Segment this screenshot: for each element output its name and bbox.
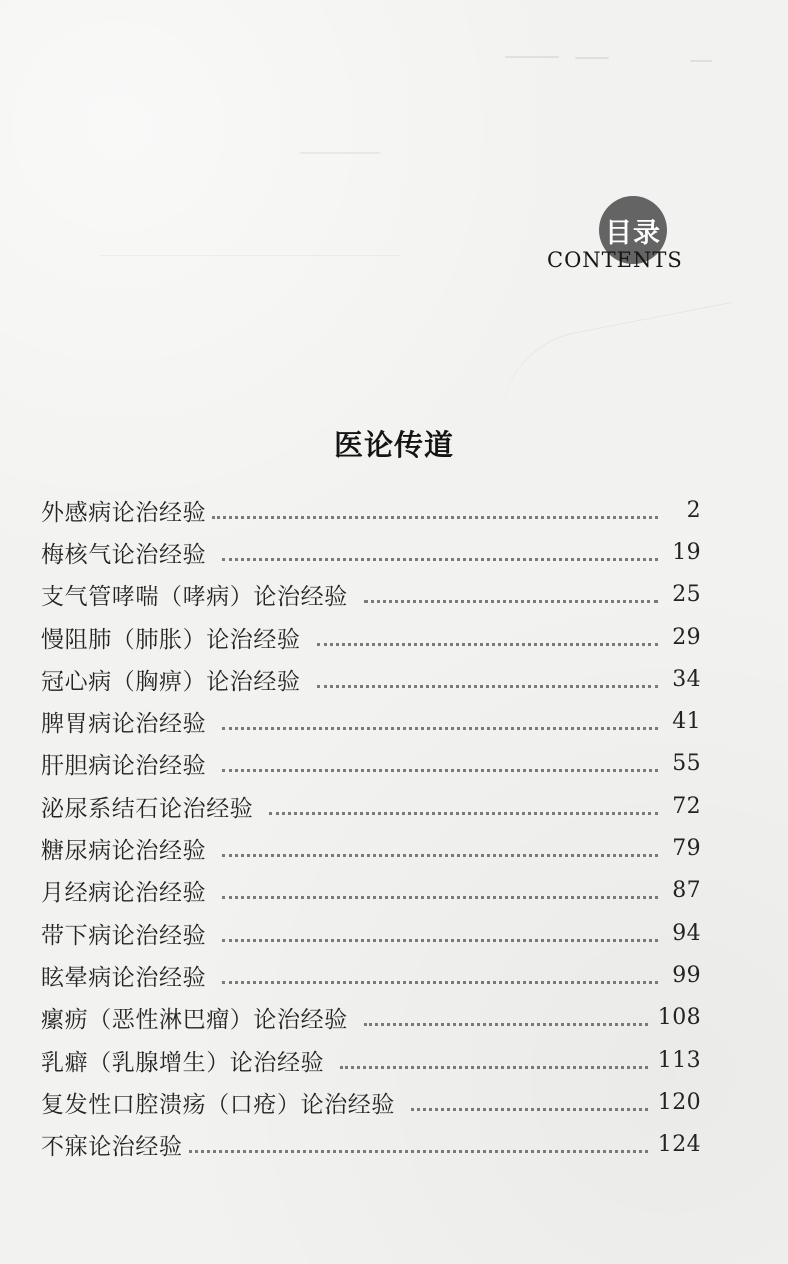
paper-mark: [505, 56, 559, 58]
section-title: 医论传道: [333, 428, 454, 462]
toc-item: [41, 658, 701, 700]
toc-item-page: 55: [672, 751, 701, 777]
toc-item-label: 瘰疬（恶性淋巴瘤）论治经验: [41, 1007, 348, 1034]
dotted-leader: [222, 767, 658, 772]
toc-item: [41, 912, 701, 954]
toc-item-page: 108: [657, 1005, 701, 1031]
dotted-leader: [222, 979, 658, 984]
toc-item: [41, 827, 701, 869]
toc-item-page: 99: [672, 962, 701, 988]
toc-item: [41, 954, 701, 996]
toc-item: [41, 743, 701, 785]
contents-badge: 目录: [599, 196, 667, 264]
toc-item-page: 94: [672, 920, 701, 946]
toc-item: [41, 870, 701, 912]
dotted-leader: [212, 514, 658, 519]
toc-item: [41, 531, 701, 573]
toc-item: [41, 1081, 701, 1123]
dotted-leader: [364, 1021, 648, 1026]
toc-item-label: 不寐论治经验: [41, 1134, 183, 1161]
dotted-leader: [189, 1148, 648, 1153]
dotted-leader: [269, 810, 658, 815]
toc-item-page: 124: [657, 1132, 701, 1158]
paper-mark: [300, 152, 380, 154]
toc-item-page: 113: [657, 1047, 701, 1073]
dotted-leader: [317, 641, 658, 646]
toc-item: [41, 489, 701, 531]
toc-item-label: 脾胃病论治经验: [41, 711, 207, 738]
toc-item: [41, 574, 701, 616]
toc-item-label: 带下病论治经验: [41, 922, 207, 949]
dotted-leader: [364, 598, 658, 603]
toc-item-label: 乳癖（乳腺增生）论治经验: [41, 1049, 325, 1076]
dotted-leader: [222, 852, 658, 857]
toc-item: [41, 1039, 701, 1081]
toc-item-label: 梅核气论治经验: [41, 541, 207, 568]
table-of-contents: [41, 489, 701, 1166]
toc-item-label: 月经病论治经验: [41, 880, 207, 907]
toc-item-page: 34: [672, 666, 701, 692]
toc-item-page: 2: [686, 497, 701, 523]
toc-item-label: 外感病论治经验: [41, 499, 207, 526]
dotted-leader: [222, 556, 658, 561]
toc-item: [41, 1123, 701, 1165]
paper-mark: [100, 255, 400, 256]
toc-item-page: 120: [657, 1089, 701, 1115]
dotted-leader: [411, 1106, 648, 1111]
paper-curve: [486, 302, 749, 439]
toc-item-page: 87: [672, 878, 701, 904]
contents-title: CONTENTS: [547, 248, 683, 272]
paper-mark: [690, 60, 712, 62]
toc-item-label: 肝胆病论治经验: [41, 753, 207, 780]
toc-item-label: 复发性口腔溃疡（口疮）论治经验: [41, 1091, 395, 1118]
dotted-leader: [317, 683, 658, 688]
toc-item-label: 糖尿病论治经验: [41, 838, 207, 865]
toc-item-label: 冠心病（胸痹）论治经验: [41, 668, 301, 695]
toc-item-page: 79: [672, 836, 701, 862]
dotted-leader: [222, 894, 658, 899]
paper-mark: [575, 57, 609, 59]
toc-item-page: 19: [672, 539, 701, 565]
toc-item: [41, 997, 701, 1039]
toc-item-page: 72: [672, 793, 701, 819]
toc-item-label: 支气管哮喘（哮病）论治经验: [41, 584, 348, 611]
toc-item: [41, 616, 701, 658]
toc-item-label: 眩晕病论治经验: [41, 964, 207, 991]
toc-item: [41, 700, 701, 742]
dotted-leader: [222, 937, 658, 942]
dotted-leader: [222, 725, 658, 730]
toc-item-label: 泌尿系结石论治经验: [41, 795, 254, 822]
toc-item-page: 29: [672, 624, 701, 650]
toc-item-label: 慢阻肺（肺胀）论治经验: [41, 626, 301, 653]
dotted-leader: [340, 1064, 648, 1069]
toc-item-page: 41: [672, 709, 701, 735]
toc-item-page: 25: [672, 582, 701, 608]
toc-item: [41, 785, 701, 827]
